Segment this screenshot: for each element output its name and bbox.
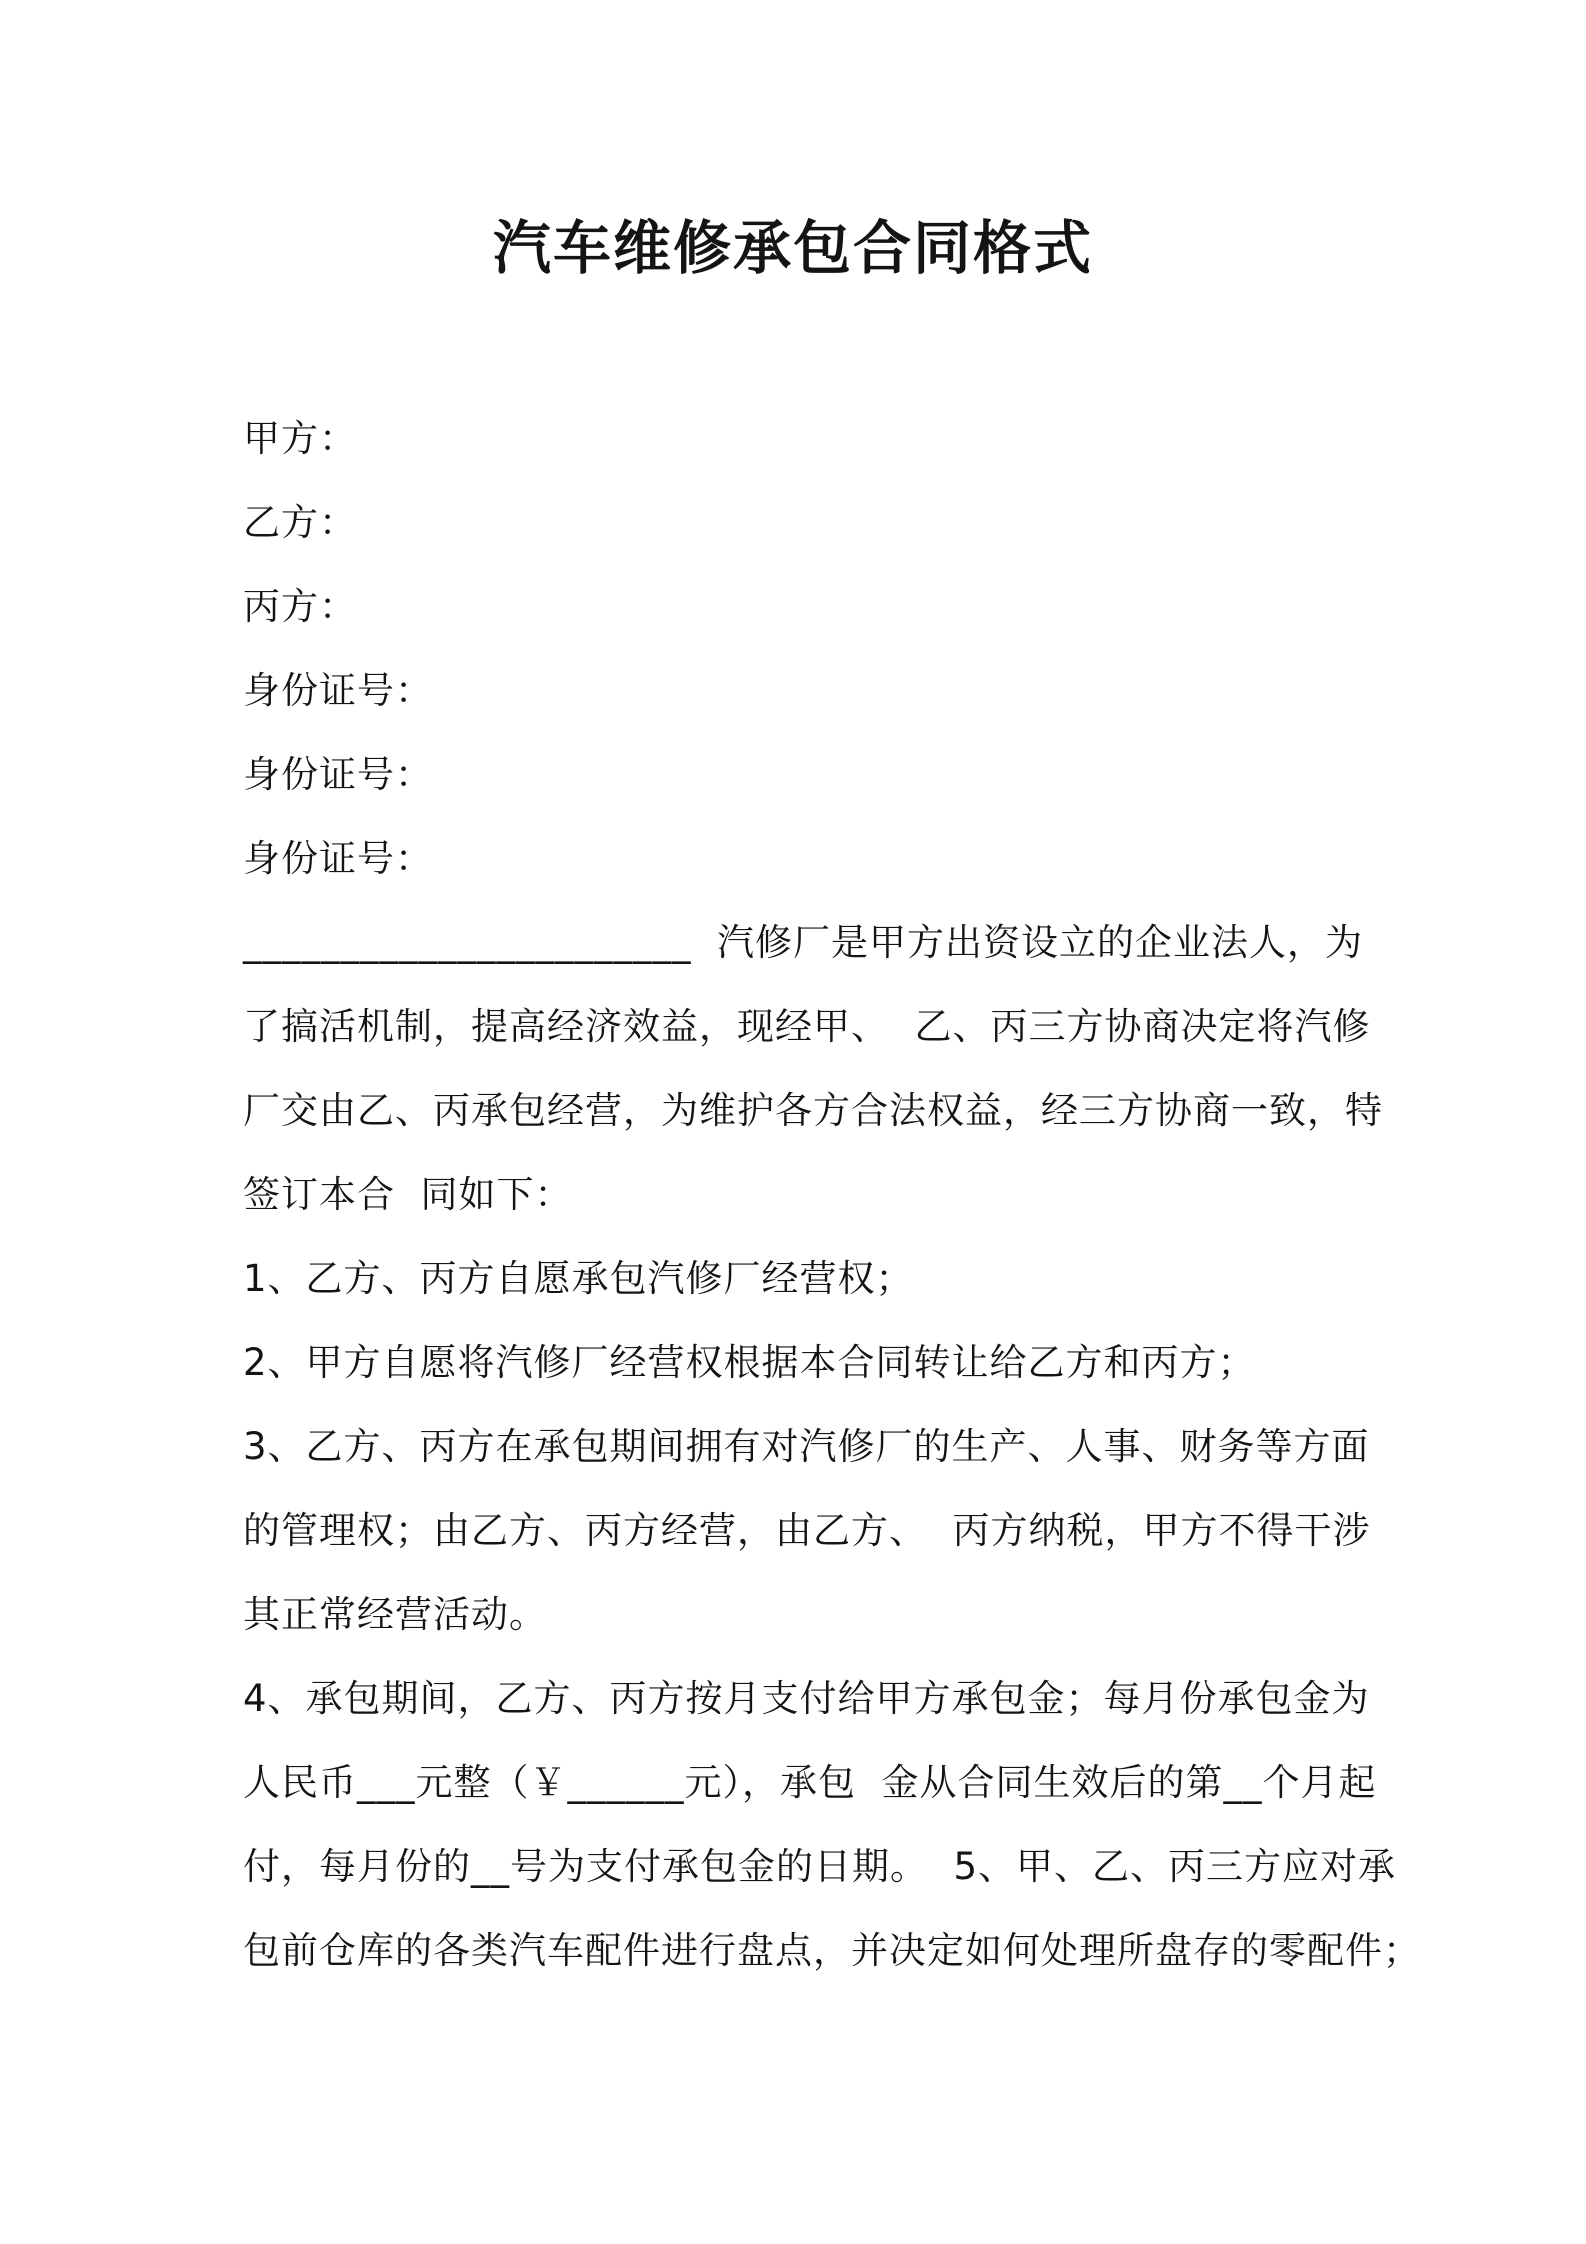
party-c-label: 丙方： — [243, 585, 357, 628]
clause-4-line: 4、承包期间，乙方、丙方按月支付给甲方承包金；每月份承包金为 — [243, 1677, 1370, 1720]
paragraph-intro-line: 签订本合 同如下： — [243, 1173, 573, 1216]
clause-3-line: 其正常经营活动。 — [243, 1593, 547, 1636]
paragraph-intro-line: 了搞活机制，提高经济效益，现经甲、 乙、丙三方协商决定将汽修 — [243, 1005, 1371, 1048]
id-number-label-3: 身份证号： — [243, 837, 433, 880]
clause-3-line: 的管理权；由乙方、丙方经营，由乙方、 丙方纳税，甲方不得干涉 — [243, 1509, 1371, 1552]
clause-2: 2、甲方自愿将汽修厂经营权根据本合同转让给乙方和丙方； — [243, 1341, 1256, 1384]
party-a-label: 甲方： — [243, 417, 357, 460]
paragraph-intro-line: _______________________ 汽修厂是甲方出资设立的企业法人，为 — [243, 921, 1364, 964]
party-b-label: 乙方： — [243, 501, 357, 544]
clause-4-5-line: 付，每月份的__号为支付承包金的日期。 5、甲、乙、丙三方应对承 — [243, 1845, 1397, 1888]
id-number-label-1: 身份证号： — [243, 669, 433, 712]
document-title: 汽车维修承包合同格式 — [492, 214, 1093, 282]
clause-4-line: 人民币___元整（￥______元），承包 金从合同生效后的第__个月起 — [243, 1761, 1377, 1804]
id-number-label-2: 身份证号： — [243, 753, 433, 796]
paragraph-intro-line: 厂交由乙、丙承包经营，为维护各方合法权益，经三方协商一致，特 — [243, 1089, 1383, 1132]
clause-3-line: 3、乙方、丙方在承包期间拥有对汽修厂的生产、人事、财务等方面 — [243, 1425, 1370, 1468]
clause-1: 1、乙方、丙方自愿承包汽修厂经营权； — [243, 1257, 914, 1300]
clause-5-line: 包前仓库的各类汽车配件进行盘点，并决定如何处理所盘存的零配件； — [243, 1929, 1421, 1972]
